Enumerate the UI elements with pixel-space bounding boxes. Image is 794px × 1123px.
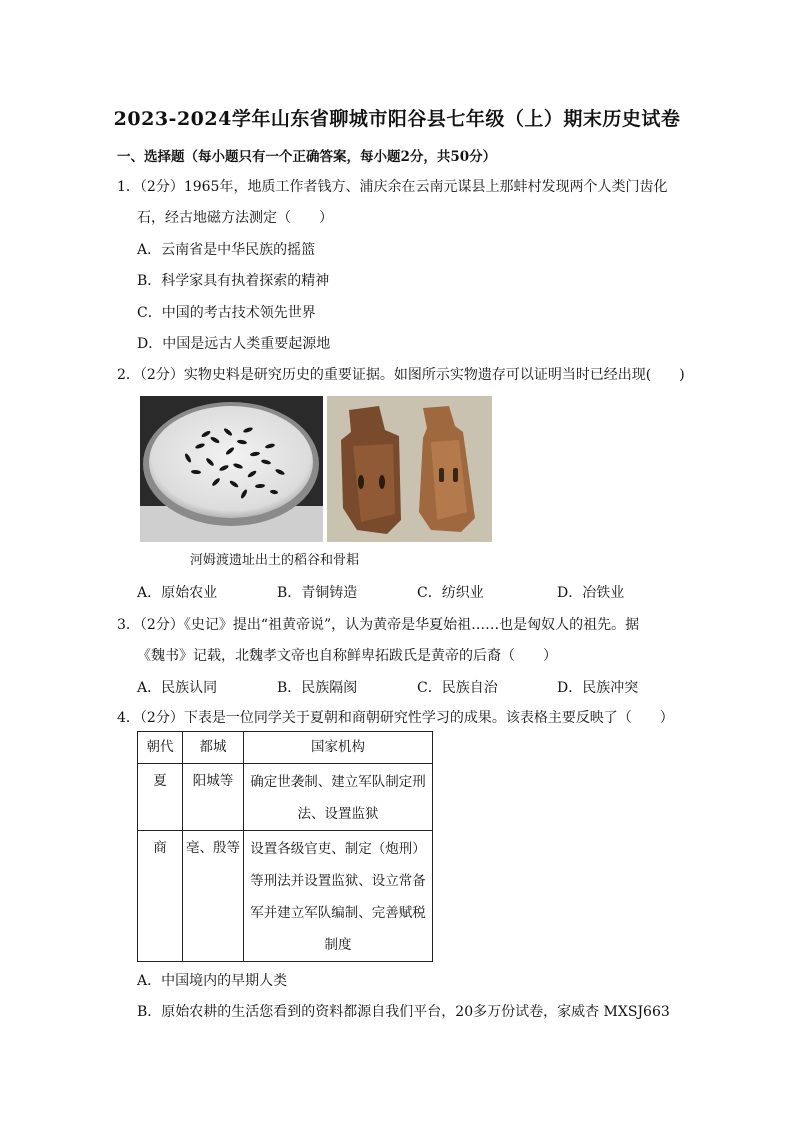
question-4-option-b: B．原始农耕的生活您看到的资料都源自我们平台，20多万份试卷，家威杏 MXSJ663 bbox=[137, 1004, 670, 1020]
dynasty-table bbox=[137, 731, 433, 962]
table-header-cell: 都城 bbox=[183, 732, 244, 764]
question-2-options bbox=[137, 582, 697, 602]
question-2-option-c: C．纺织业 bbox=[417, 585, 484, 601]
table-header-row bbox=[138, 732, 433, 764]
table-cell-dynasty: 商 bbox=[138, 831, 183, 962]
question-2-option-d: D．冶铁业 bbox=[557, 585, 625, 601]
question-1-option-a: A．云南省是中华民族的摇篮 bbox=[137, 242, 316, 258]
question-2-stem: 2．（2分）实物史料是研究历史的重要证据。如图所示实物遗存可以证明当时已经出现( ) bbox=[117, 367, 685, 383]
page-title: 2023-2024学年山东省聊城市阳谷县七年级（上）期末历史试卷 bbox=[113, 108, 681, 130]
institutions-line: 确定世袭制、建立军队制定刑 bbox=[250, 774, 426, 790]
institutions-line: 设置各级官吏、制定（炮刑） bbox=[250, 841, 426, 857]
question-2-option-b: B．青铜铸造 bbox=[277, 585, 358, 601]
question-3-option-b: B．民族隔阂 bbox=[277, 680, 358, 696]
rice-grains-photo bbox=[140, 396, 323, 542]
question-3-stem-cont: 《魏书》记载，北魏孝文帝也自称鲜卑拓跋氏是黄帝的后裔（ ） bbox=[137, 648, 557, 664]
institutions-line: 法、设置监狱 bbox=[297, 806, 379, 822]
table-cell-capital: 阳城等 bbox=[183, 764, 244, 831]
institutions-line: 制度 bbox=[324, 937, 352, 953]
table-row bbox=[138, 764, 433, 831]
table-cell-institutions bbox=[244, 831, 433, 962]
table-cell-dynasty: 夏 bbox=[138, 764, 183, 831]
table-row bbox=[138, 831, 433, 962]
question-3-option-c: C．民族自治 bbox=[417, 680, 498, 696]
question-3-stem: 3．（2分）《史记》提出“祖黄帝说”，认为黄帝是华夏始祖……也是匈奴人的祖先。据 bbox=[117, 617, 640, 633]
institutions-line: 军并建立军队编制、完善赋税 bbox=[250, 905, 426, 921]
question-3-options bbox=[137, 677, 697, 697]
table-cell-institutions bbox=[244, 764, 433, 831]
question-3-option-d: D．民族冲突 bbox=[557, 680, 639, 696]
table-header-cell: 朝代 bbox=[138, 732, 183, 764]
bone-spade-photo bbox=[327, 396, 492, 542]
question-2-option-a: A．原始农业 bbox=[137, 585, 218, 601]
image-caption: 河姆渡遗址出土的稻谷和骨耜 bbox=[190, 553, 360, 568]
question-4-stem: 4．（2分）下表是一位同学关于夏朝和商朝研究性学习的成果。该表格主要反映了（ ） bbox=[117, 710, 674, 726]
question-4-option-a: A．中国境内的早期人类 bbox=[137, 973, 288, 989]
question-3-option-a: A．民族认同 bbox=[137, 680, 218, 696]
question-1-option-d: D．中国是远古人类重要起源地 bbox=[137, 336, 331, 352]
question-1-option-c: C．中国的考古技术领先世界 bbox=[137, 305, 316, 321]
table-cell-capital: 亳、殷等 bbox=[183, 831, 244, 962]
section-heading: 一、选择题（每小题只有一个正确答案，每小题2分，共50分） bbox=[117, 149, 497, 165]
question-1-stem-cont: 石，经古地磁方法测定（ ） bbox=[137, 210, 333, 226]
institutions-line: 等刑法并设置监狱、设立常备 bbox=[250, 873, 426, 889]
table-header-cell: 国家机构 bbox=[244, 732, 433, 764]
question-1-stem: 1．（2分）1965年，地质工作者钱方、浦庆余在云南元谋县上那蚌村发现两个人类门齿化 bbox=[117, 179, 668, 195]
question-1-option-b: B．科学家具有执着探索的精神 bbox=[137, 273, 330, 289]
